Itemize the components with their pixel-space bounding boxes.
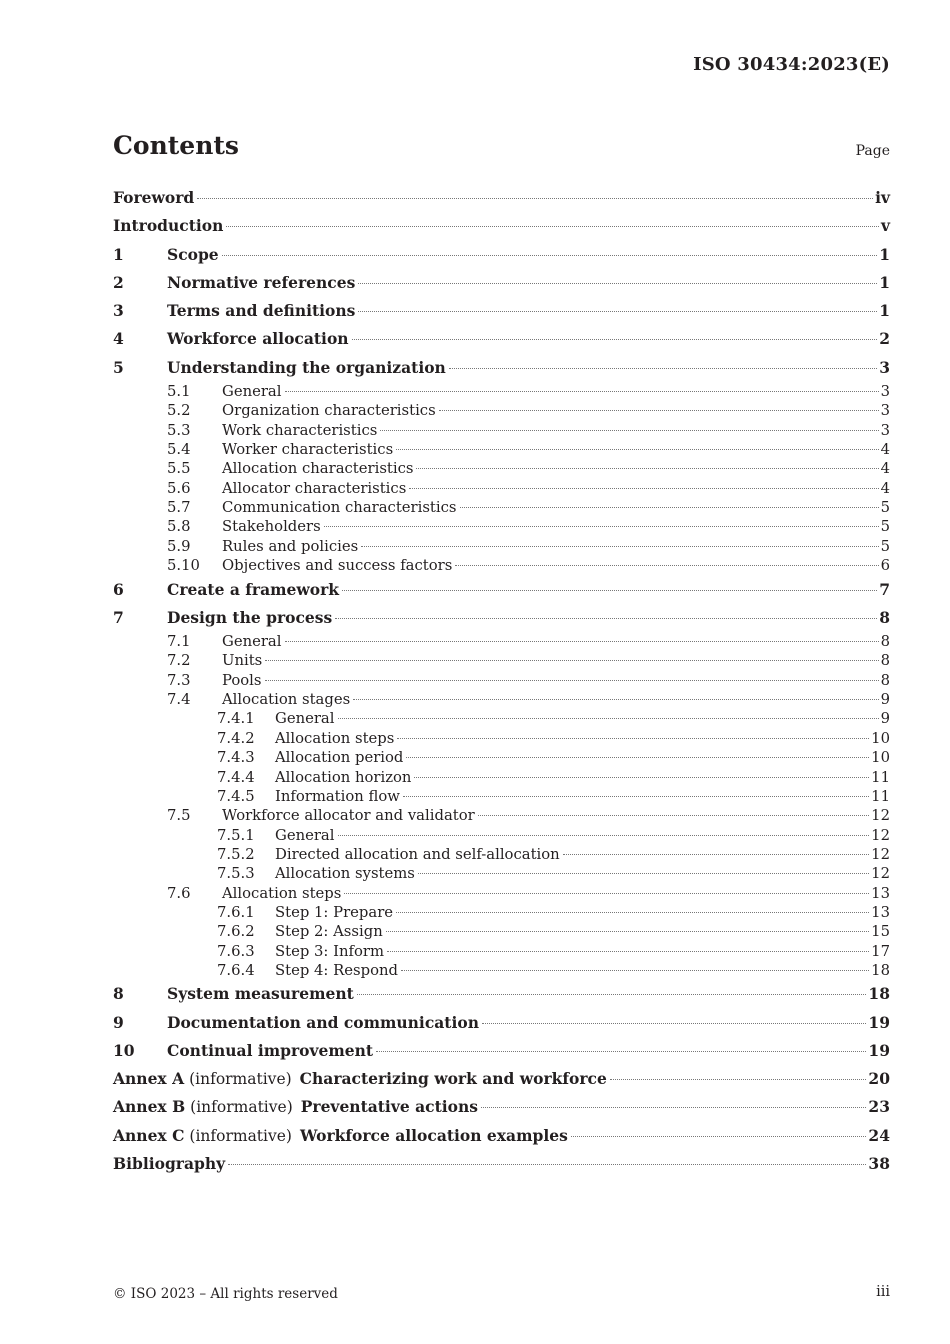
- toc-entry-page: 11: [871, 768, 890, 786]
- toc-entry-title: Workforce allocation: [167, 329, 349, 349]
- dot-leader: [285, 641, 879, 642]
- toc-entry[interactable]: [113, 884, 890, 903]
- toc-entry-title: Workforce allocation examples: [299, 1125, 568, 1145]
- toc-entry-page: 20: [868, 1069, 890, 1089]
- toc-entry[interactable]: [113, 241, 890, 269]
- toc-entry[interactable]: [113, 651, 890, 670]
- toc-entry-title: General: [222, 383, 282, 401]
- toc-entry-page: 13: [871, 903, 890, 921]
- toc-entry-number: 5.7: [167, 499, 191, 517]
- toc-annex-type: (informative): [189, 1070, 292, 1089]
- toc-entry-title: Allocation steps: [222, 884, 342, 902]
- toc-entry-page: 18: [868, 984, 890, 1004]
- dot-leader: [335, 618, 877, 619]
- dot-leader: [197, 198, 873, 199]
- toc-entry-page: 19: [868, 1040, 890, 1060]
- toc-entry-title: Workforce allocator and validator: [222, 807, 475, 825]
- toc-entry-title: Bibliography: [113, 1154, 226, 1174]
- dot-leader: [396, 912, 869, 913]
- toc-entry-title: System measurement: [167, 984, 354, 1004]
- toc-annex-type: (informative): [189, 1126, 292, 1145]
- toc-entry[interactable]: [113, 440, 890, 459]
- toc-entry[interactable]: [113, 537, 890, 556]
- toc-entry-page: 12: [871, 807, 890, 825]
- toc-entry-title: Characterizing work and workforce: [299, 1069, 607, 1089]
- toc-entry-page: v: [880, 216, 890, 236]
- toc-entry-page: 12: [871, 826, 890, 844]
- toc-entry[interactable]: [113, 787, 890, 806]
- toc-entry-page: 11: [871, 787, 890, 805]
- dot-leader: [228, 1164, 866, 1165]
- toc-entry-page: 3: [880, 421, 890, 439]
- dot-leader: [571, 1136, 867, 1137]
- toc-entry-title: Allocator characteristics: [222, 479, 407, 497]
- toc-entry[interactable]: [113, 382, 890, 401]
- toc-entry-number: 5.1: [167, 383, 191, 401]
- toc-entry-page: 15: [871, 923, 890, 941]
- toc-entry-page: 9: [880, 710, 890, 728]
- toc-entry-title: Information flow: [275, 787, 400, 805]
- toc-entry-number: 5.10: [167, 557, 200, 575]
- dot-leader: [439, 410, 879, 411]
- toc-entry[interactable]: [113, 845, 890, 864]
- toc-entry-number: 7.4.1: [217, 710, 255, 728]
- dot-leader: [342, 590, 877, 591]
- toc-entry-title: Stakeholders: [222, 518, 321, 536]
- toc-entry[interactable]: [113, 729, 890, 748]
- toc-entry-page: 12: [871, 845, 890, 863]
- toc-entry-number: 7.5: [167, 807, 191, 825]
- toc-entry[interactable]: [113, 632, 890, 651]
- toc-annex-heading: [113, 1093, 478, 1121]
- toc-entry-number: 5.9: [167, 537, 191, 555]
- toc-entry-title: Create a framework: [167, 579, 339, 599]
- toc-entry-number: 7: [113, 607, 124, 627]
- toc-entry-number: 5: [113, 357, 124, 377]
- toc-entry-page: 3: [880, 402, 890, 420]
- dot-leader: [481, 1107, 866, 1108]
- toc-annex-heading: [113, 1065, 607, 1093]
- dot-leader: [380, 430, 878, 431]
- toc-entry[interactable]: [113, 556, 890, 575]
- toc-entry[interactable]: [113, 459, 890, 478]
- toc-entry-title: Rules and policies: [222, 537, 359, 555]
- toc-entry-number: 7.5.1: [217, 826, 255, 844]
- dot-leader: [222, 255, 878, 256]
- document-id: ISO 30434:2023(E): [693, 54, 890, 75]
- toc-entry[interactable]: [113, 576, 890, 604]
- toc-entry-title: Preventative actions: [300, 1097, 478, 1117]
- toc-entry-number: 7.6.1: [217, 903, 255, 921]
- toc-entry-number: 5.6: [167, 479, 191, 497]
- dot-leader: [386, 931, 869, 932]
- toc-entry-page: 17: [871, 942, 890, 960]
- toc-entry[interactable]: [113, 354, 890, 382]
- toc-entry[interactable]: [113, 421, 890, 440]
- dot-leader: [396, 449, 878, 450]
- toc-annex-label: Annex B: [113, 1097, 186, 1117]
- toc-entry-page: 7: [879, 579, 890, 599]
- toc-entry-title: Introduction: [113, 216, 224, 236]
- dot-leader: [482, 1023, 866, 1024]
- toc-entry-page: 3: [879, 357, 890, 377]
- dot-leader: [357, 994, 867, 995]
- toc-entry-page: 18: [871, 961, 890, 979]
- dot-leader: [265, 660, 878, 661]
- toc-entry-title: General: [275, 710, 335, 728]
- dot-leader: [401, 970, 869, 971]
- dot-leader: [324, 526, 879, 527]
- toc-entry-page: 4: [880, 460, 890, 478]
- toc-entry[interactable]: [113, 961, 890, 980]
- toc-entry[interactable]: [113, 269, 890, 297]
- toc-entry-number: 5.2: [167, 402, 191, 420]
- dot-leader: [338, 718, 879, 719]
- toc-entry-page: 2: [879, 329, 890, 349]
- toc-entry-number: 9: [113, 1012, 124, 1032]
- toc-entry-number: 5.5: [167, 460, 191, 478]
- toc-entry-title: General: [275, 826, 335, 844]
- toc-entry[interactable]: [113, 184, 890, 212]
- toc-entry-page: 4: [880, 479, 890, 497]
- toc-entry-number: 7.6: [167, 884, 191, 902]
- toc-entry-number: 7.5.2: [217, 845, 255, 863]
- toc-entry[interactable]: [113, 942, 890, 961]
- dot-leader: [403, 796, 869, 797]
- toc-entry-number: 6: [113, 579, 124, 599]
- toc-entry-title: Objectives and success factors: [222, 557, 453, 575]
- toc-entry-number: 7.5.3: [217, 865, 255, 883]
- dot-leader: [352, 339, 878, 340]
- toc-entry[interactable]: [113, 325, 890, 353]
- dot-leader: [455, 565, 878, 566]
- toc-entry[interactable]: [113, 671, 890, 690]
- toc-entry-title: Design the process: [167, 607, 333, 627]
- dot-leader: [416, 468, 878, 469]
- toc-entry-title: General: [222, 633, 282, 651]
- dot-leader: [358, 283, 877, 284]
- toc-entry-title: Terms and definitions: [167, 301, 356, 321]
- dot-leader: [449, 368, 877, 369]
- toc-entry-page: 1: [879, 244, 890, 264]
- toc-entry[interactable]: [113, 604, 890, 632]
- dot-leader: [409, 488, 878, 489]
- dot-leader: [265, 680, 879, 681]
- dot-leader: [406, 757, 869, 758]
- toc-entry-page: 3: [880, 383, 890, 401]
- toc-entry[interactable]: [113, 922, 890, 941]
- dot-leader: [358, 311, 877, 312]
- toc-entry[interactable]: [113, 1093, 890, 1121]
- toc-entry-page: 24: [868, 1125, 890, 1145]
- toc-entry[interactable]: [113, 1009, 890, 1037]
- toc-entry[interactable]: [113, 1150, 890, 1178]
- toc-entry[interactable]: [113, 768, 890, 787]
- page-title: Contents: [113, 131, 240, 160]
- toc-entry[interactable]: [113, 709, 890, 728]
- dot-leader: [478, 815, 869, 816]
- toc-entry-number: 7.4: [167, 691, 191, 709]
- dot-leader: [338, 835, 870, 836]
- toc-entry-page: 9: [880, 691, 890, 709]
- toc-entry[interactable]: [113, 517, 890, 536]
- toc-entry-page: 1: [879, 272, 890, 292]
- toc-entry[interactable]: [113, 479, 890, 498]
- toc-entry-title: Allocation stages: [222, 691, 351, 709]
- dot-leader: [397, 738, 869, 739]
- toc-annex-type: (informative): [190, 1098, 293, 1117]
- dot-leader: [353, 699, 878, 700]
- toc-entry-number: 10: [113, 1040, 135, 1060]
- toc-entry-title: Directed allocation and self-allocation: [275, 845, 560, 863]
- toc-entry-page: 13: [871, 884, 890, 902]
- toc-entry[interactable]: [113, 212, 890, 240]
- toc-entry-title: Work characteristics: [222, 421, 378, 439]
- toc-entry[interactable]: [113, 826, 890, 845]
- toc-annex-heading: [113, 1122, 568, 1150]
- dot-leader: [460, 507, 879, 508]
- dot-leader: [414, 777, 869, 778]
- copyright-notice: © ISO 2023 – All rights reserved: [113, 1286, 338, 1302]
- toc-entry-page: 8: [879, 607, 890, 627]
- toc-entry-number: 7.6.3: [217, 942, 255, 960]
- toc-entry-page: 5: [880, 537, 890, 555]
- toc-entry-page: 8: [880, 671, 890, 689]
- toc-entry-number: 8: [113, 984, 124, 1004]
- toc-entry[interactable]: [113, 748, 890, 767]
- toc-entry-number: 4: [113, 329, 124, 349]
- toc-entry[interactable]: [113, 401, 890, 420]
- toc-entry-page: 23: [868, 1097, 890, 1117]
- toc-entry-number: 2: [113, 272, 124, 292]
- toc-entry-title: Continual improvement: [167, 1040, 374, 1060]
- toc-entry-number: 7.6.4: [217, 961, 255, 979]
- toc-entry-number: 7.3: [167, 671, 191, 689]
- toc-entry[interactable]: [113, 690, 890, 709]
- toc-entry[interactable]: [113, 806, 890, 825]
- toc-entry-title: Step 1: Prepare: [275, 903, 394, 921]
- toc-entry-page: 8: [880, 633, 890, 651]
- toc-entry-title: Allocation steps: [275, 729, 395, 747]
- toc-entry-title: Step 2: Assign: [275, 923, 383, 941]
- toc-entry-title: Allocation systems: [275, 865, 415, 883]
- toc-entry-number: 7.2: [167, 652, 191, 670]
- toc-entry-title: Units: [222, 652, 263, 670]
- toc-entry-page: 4: [880, 441, 890, 459]
- table-of-contents: [113, 184, 890, 1178]
- toc-entry-number: 7.4.5: [217, 787, 255, 805]
- page-column-label: Page: [855, 143, 890, 159]
- toc-entry[interactable]: [113, 1037, 890, 1065]
- toc-entry-title: Understanding the organization: [167, 357, 446, 377]
- toc-entry-title: Organization characteristics: [222, 402, 436, 420]
- dot-leader: [563, 854, 869, 855]
- toc-entry-title: Foreword: [113, 188, 195, 207]
- toc-entry-page: 10: [871, 749, 890, 767]
- toc-entry-page: iv: [875, 188, 890, 207]
- toc-entry-title: Allocation characteristics: [222, 460, 414, 478]
- toc-entry-title: Normative references: [167, 272, 356, 292]
- toc-entry-title: Step 3: Inform: [275, 942, 384, 960]
- toc-annex-label: Annex C: [113, 1125, 185, 1145]
- dot-leader: [344, 893, 869, 894]
- toc-entry[interactable]: [113, 498, 890, 517]
- toc-entry-title: Step 4: Respond: [275, 961, 398, 979]
- toc-annex-label: Annex A: [113, 1069, 185, 1089]
- toc-entry-page: 12: [871, 865, 890, 883]
- toc-entry-number: 7.4.3: [217, 749, 255, 767]
- toc-entry-number: 7.6.2: [217, 923, 255, 941]
- toc-entry-number: 7.1: [167, 633, 191, 651]
- toc-entry-number: 3: [113, 301, 124, 321]
- toc-entry-page: 5: [880, 499, 890, 517]
- toc-entry[interactable]: [113, 903, 890, 922]
- dot-leader: [418, 873, 869, 874]
- toc-entry-title: Worker characteristics: [222, 441, 394, 459]
- toc-entry-page: 5: [880, 518, 890, 536]
- page-number: iii: [876, 1284, 890, 1300]
- toc-entry-page: 19: [868, 1012, 890, 1032]
- toc-entry-page: 8: [880, 652, 890, 670]
- toc-entry-title: Scope: [167, 244, 219, 264]
- toc-entry-number: 5.8: [167, 518, 191, 536]
- toc-entry-page: 6: [880, 557, 890, 575]
- dot-leader: [226, 226, 879, 227]
- toc-entry-title: Pools: [222, 671, 262, 689]
- toc-entry-number: 5.3: [167, 421, 191, 439]
- toc-entry[interactable]: [113, 864, 890, 883]
- dot-leader: [387, 951, 869, 952]
- toc-entry-number: 5.4: [167, 441, 191, 459]
- toc-entry-number: 7.4.4: [217, 768, 255, 786]
- dot-leader: [376, 1051, 866, 1052]
- toc-entry[interactable]: [113, 1122, 890, 1150]
- dot-leader: [610, 1079, 867, 1080]
- toc-entry-page: 1: [879, 301, 890, 321]
- toc-entry[interactable]: [113, 980, 890, 1008]
- toc-entry-page: 10: [871, 729, 890, 747]
- toc-entry[interactable]: [113, 297, 890, 325]
- toc-entry-page: 38: [868, 1154, 890, 1174]
- dot-leader: [285, 391, 879, 392]
- toc-entry-title: Communication characteristics: [222, 499, 457, 517]
- toc-entry-number: 7.4.2: [217, 729, 255, 747]
- toc-entry[interactable]: [113, 1065, 890, 1093]
- toc-entry-title: Allocation period: [275, 749, 404, 767]
- toc-entry-title: Allocation horizon: [275, 768, 412, 786]
- toc-entry-number: 1: [113, 244, 124, 264]
- dot-leader: [361, 546, 878, 547]
- toc-entry-title: Documentation and communication: [167, 1012, 479, 1032]
